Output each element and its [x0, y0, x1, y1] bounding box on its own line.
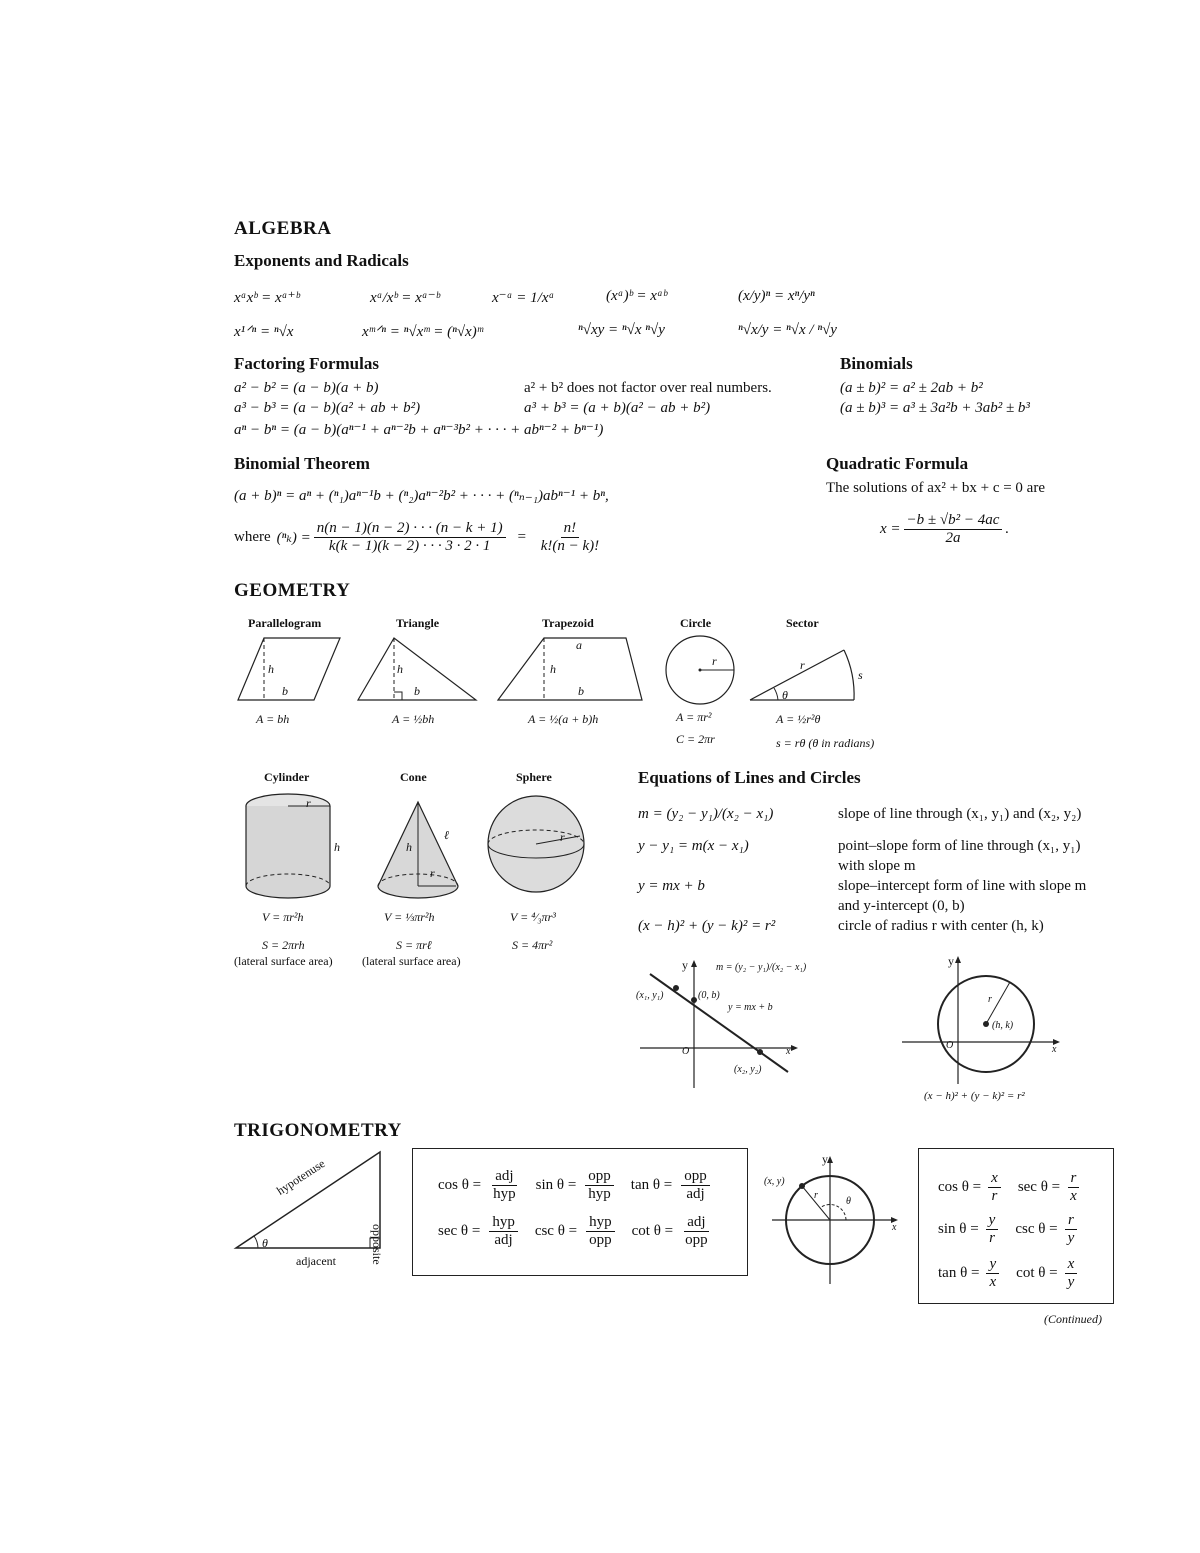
circle-area: A = πr²: [676, 710, 712, 724]
trapezoid-b: b: [578, 684, 584, 698]
binomial-theorem-expansion: (a + b)ⁿ = aⁿ + (ⁿ₁)aⁿ⁻¹b + (ⁿ₂)aⁿ⁻²b² + · · · + (ⁿₙ₋₁)abⁿ⁻¹ + bⁿ,: [234, 488, 609, 504]
exp-rule-2: xᵃ/xᵇ = xᵃ⁻ᵇ: [370, 290, 440, 306]
circle-r: r: [712, 654, 717, 668]
unit-circle-y: y: [822, 1152, 828, 1166]
cone-figure: [376, 800, 460, 904]
exp-rule-3: x⁻ᵃ = 1/xᵃ: [492, 290, 555, 306]
where-label: where: [234, 529, 271, 546]
graph2-y: y: [948, 954, 954, 968]
slope-intercept-formula: y = mx + b: [638, 878, 705, 894]
sector-theta: θ: [782, 688, 788, 702]
sphere-volume: V = ⁴⁄₃πr³: [510, 910, 556, 924]
exp-rule-1: xᵃxᵇ = xᵃ⁺ᵇ: [234, 290, 300, 306]
sphere-r: r: [560, 830, 565, 844]
trig-coords-row-2: [938, 1212, 1080, 1248]
parallelogram-formula: A = bh: [256, 712, 290, 726]
sector-s: s: [858, 668, 863, 682]
triangle-label: Triangle: [396, 616, 440, 630]
cos-fraction: $\frac{\text{adj}}{\text{hyp}}$: [493, 1168, 516, 1203]
slope-intercept-desc-2: and y-intercept (0, b): [838, 898, 965, 914]
triangle-b: b: [414, 684, 420, 698]
cylinder-label: Cylinder: [264, 770, 310, 784]
sin-coord-label: sin θ =: [938, 1221, 979, 1238]
tan-coord-label: tan θ =: [938, 1265, 980, 1282]
graph1-slope: m = (y₂ − y₁)/(x₂ − x₁): [716, 962, 807, 973]
graph1-y: y: [682, 958, 688, 972]
cone-note: (lateral surface area): [362, 954, 461, 968]
cone-volume: V = ⅓πr²h: [384, 910, 435, 924]
unit-circle-point: (x, y): [764, 1176, 785, 1187]
circle-equation: (x − h)² + (y − k)² = r²: [638, 918, 776, 934]
cone-l: ℓ: [444, 828, 449, 842]
graph1-p2: (x₂, y₂): [734, 1064, 762, 1075]
binomials-heading: Binomials: [840, 354, 913, 373]
unit-circle-x: x: [892, 1222, 897, 1233]
circle-circumference: C = 2πr: [676, 732, 715, 746]
binomial-den: k(k − 1)(k − 2) · · · 3 · 2 · 1: [328, 538, 491, 555]
factoring-line-3: aⁿ − bⁿ = (a − b)(aⁿ⁻¹ + aⁿ⁻²b + aⁿ⁻³b² + · · · + abⁿ⁻² + bⁿ⁻¹): [234, 422, 604, 438]
sphere-label: Sphere: [516, 770, 552, 784]
rad-rule-3: ⁿ√xy = ⁿ√x ⁿ√y: [578, 322, 665, 338]
sec-label: sec θ =: [438, 1223, 481, 1240]
binomial-num2: n!: [561, 520, 580, 538]
factoring-line-1: a² − b² = (a − b)(a + b): [234, 380, 379, 396]
line-graph: [640, 960, 800, 1090]
binomial-eq: =: [516, 529, 527, 546]
parallelogram-label: Parallelogram: [248, 616, 322, 630]
binomial-fraction: [314, 520, 506, 556]
triangle-theta: θ: [262, 1236, 268, 1250]
sphere-figure: [486, 794, 586, 894]
cone-h: h: [406, 840, 412, 854]
sector-r: r: [800, 658, 805, 672]
sec-coord-label: sec θ =: [1017, 1179, 1061, 1196]
quadratic-end: .: [1005, 521, 1010, 538]
trapezoid-figure: [496, 636, 646, 702]
point-slope-desc-2: with slope m: [838, 858, 916, 874]
unit-circle-r: r: [814, 1190, 818, 1201]
cone-label: Cone: [400, 770, 427, 784]
continued-note: (Continued): [1044, 1312, 1102, 1326]
csc-coord-label: csc θ =: [1015, 1221, 1058, 1238]
trig-coords-row-3: [938, 1256, 1080, 1292]
cot-coord-fraction: $\frac{x}{y}$: [1065, 1256, 1078, 1292]
sin-coord-fraction: $\frac{y}{r}$: [986, 1212, 999, 1248]
tan-coord-fraction: $\frac{y}{x}$: [986, 1256, 999, 1292]
sin-label: sin θ =: [535, 1177, 577, 1194]
binomial-cube: (a ± b)³ = a³ ± 3a²b + 3ab² ± b³: [840, 400, 1030, 416]
hypotenuse-label: hypotenuse: [274, 1156, 328, 1198]
factoring-line-2: a³ − b³ = (a − b)(a² + ab + b²): [234, 400, 421, 416]
trig-title: TRIGONOMETRY: [234, 1120, 402, 1141]
quadratic-heading: Quadratic Formula: [826, 454, 969, 473]
binomial-lhs: (ⁿₖ) =: [276, 530, 311, 547]
graph1-p1: (x₁, y₁): [636, 990, 664, 1001]
graph1-x: x: [786, 1046, 791, 1057]
trapezoid-a: a: [576, 638, 582, 652]
cylinder-volume: V = πr²h: [262, 910, 304, 924]
parallelogram-figure: [236, 636, 346, 702]
circle-graph: [902, 956, 1062, 1086]
slope-intercept-desc: slope–intercept form of line with slope m: [838, 878, 1087, 894]
point-slope-formula: y − y₁ = m(x − x₁): [638, 838, 749, 854]
cylinder-note: (lateral surface area): [234, 954, 333, 968]
exp-rule-4: (xᵃ)ᵇ = xᵃᵇ: [606, 288, 667, 304]
sec-coord-fraction: $\frac{r}{x}$: [1067, 1170, 1080, 1206]
graph1-origin: O: [682, 1046, 690, 1057]
factoring-note: a² + b² does not factor over real numbers.: [524, 380, 772, 396]
quadratic-formula: [880, 512, 1009, 548]
trig-coords-row-1: [938, 1170, 1083, 1206]
quadratic-num: −b ± √b² − 4ac: [904, 512, 1003, 530]
factoring-heading: Factoring Formulas: [234, 354, 379, 373]
tan-label: tan θ =: [630, 1177, 673, 1194]
circle-equation-desc: circle of radius r with center (h, k): [838, 918, 1044, 934]
slope-formula: m = (y₂ − y₁)/(x₂ − x₁): [638, 806, 774, 822]
graph1-p0: (0, b): [698, 990, 720, 1001]
point-slope-desc: point–slope form of line through (x₁, y₁): [838, 838, 1081, 854]
adjacent-label: adjacent: [296, 1254, 336, 1268]
rad-rule-4: ⁿ√x/y = ⁿ√x / ⁿ√y: [738, 322, 837, 338]
factoring-sum-cubes: a³ + b³ = (a + b)(a² − ab + b²): [524, 400, 711, 416]
lines-circles-heading: Equations of Lines and Circles: [638, 768, 861, 787]
binomial-coefficient: [234, 520, 605, 556]
opposite-label: opposite: [370, 1224, 384, 1265]
trapezoid-label: Trapezoid: [542, 616, 594, 630]
unit-circle-figure: [770, 1156, 900, 1286]
cylinder-r: r: [306, 796, 311, 810]
sec-fraction: $\frac{\text{hyp}}{\text{adj}}$: [489, 1214, 518, 1250]
cos-coord-label: cos θ =: [938, 1179, 982, 1196]
binomial-fraction-2: [538, 520, 602, 556]
tan-fraction: $\frac{\text{opp}}{\text{adj}}$: [681, 1168, 710, 1204]
sector-figure: [748, 644, 858, 702]
binomial-num: n(n − 1)(n − 2) · · · (n − k + 1): [314, 520, 506, 538]
quadratic-fraction: [904, 512, 1003, 548]
sin-fraction: $\frac{\text{opp}}{\text{hyp}}$: [585, 1168, 614, 1204]
trapezoid-h: h: [550, 662, 556, 676]
binomial-theorem-heading: Binomial Theorem: [234, 454, 370, 473]
trig-ratios-row-1: [438, 1168, 713, 1204]
csc-fraction: $\frac{\text{hyp}}{\text{opp}}$: [586, 1214, 615, 1250]
cot-fraction: $\frac{\text{adj}}{\text{opp}}$: [685, 1214, 708, 1249]
csc-label: csc θ =: [534, 1223, 578, 1240]
exponents-heading: Exponents and Radicals: [234, 251, 409, 270]
parallelogram-h: h: [268, 662, 274, 676]
graph2-caption: (x − h)² + (y − k)² = r²: [924, 1090, 1025, 1102]
circle-figure: [664, 634, 736, 706]
graph2-x: x: [1052, 1044, 1057, 1055]
binomial-den2: k!(n − k)!: [540, 538, 600, 555]
sector-arc: s = rθ (θ in radians): [776, 736, 875, 750]
cone-surface: S = πrℓ: [396, 938, 432, 952]
triangle-formula: A = ½bh: [392, 712, 435, 726]
cot-coord-label: cot θ =: [1016, 1265, 1058, 1282]
cylinder-h: h: [334, 840, 340, 854]
sphere-surface: S = 4πr²: [512, 938, 553, 952]
binomial-square: (a ± b)² = a² ± 2ab + b²: [840, 380, 983, 396]
parallelogram-b: b: [282, 684, 288, 698]
graph2-center: (h, k): [992, 1020, 1014, 1031]
cone-r: r: [430, 866, 435, 880]
rad-rule-2: xᵐᐟⁿ = ⁿ√xᵐ = (ⁿ√x)ᵐ: [362, 324, 483, 340]
slope-desc: slope of line through (x₁, y₁) and (x₂, y₂): [838, 806, 1082, 822]
unit-circle-theta: θ: [846, 1196, 851, 1207]
csc-coord-fraction: $\frac{r}{y}$: [1065, 1212, 1078, 1248]
cos-label: cos θ =: [438, 1177, 482, 1194]
cylinder-surface: S = 2πrh: [262, 938, 305, 952]
geometry-title: GEOMETRY: [234, 580, 351, 601]
quadratic-lhs: x =: [880, 521, 901, 538]
triangle-h: h: [397, 662, 403, 676]
quadratic-den: 2a: [945, 530, 961, 547]
exp-rule-5: (x/y)ⁿ = xⁿ/yⁿ: [738, 288, 815, 304]
cos-coord-fraction: $\frac{x}{r}$: [988, 1170, 1001, 1206]
graph2-r: r: [988, 994, 992, 1005]
algebra-title: ALGEBRA: [234, 218, 332, 239]
quadratic-text: The solutions of ax² + bx + c = 0 are: [826, 480, 1045, 496]
trapezoid-formula: A = ½(a + b)h: [528, 712, 599, 726]
cot-label: cot θ =: [631, 1223, 674, 1240]
sector-area: A = ½r²θ: [776, 712, 821, 726]
graph1-line: y = mx + b: [728, 1002, 773, 1013]
trig-ratios-row-2: [438, 1214, 714, 1250]
rad-rule-1: x¹ᐟⁿ = ⁿ√x: [234, 324, 294, 340]
sector-label: Sector: [786, 616, 819, 630]
cylinder-figure: [244, 792, 334, 902]
circle-label: Circle: [680, 616, 712, 630]
graph2-origin: O: [946, 1040, 954, 1051]
